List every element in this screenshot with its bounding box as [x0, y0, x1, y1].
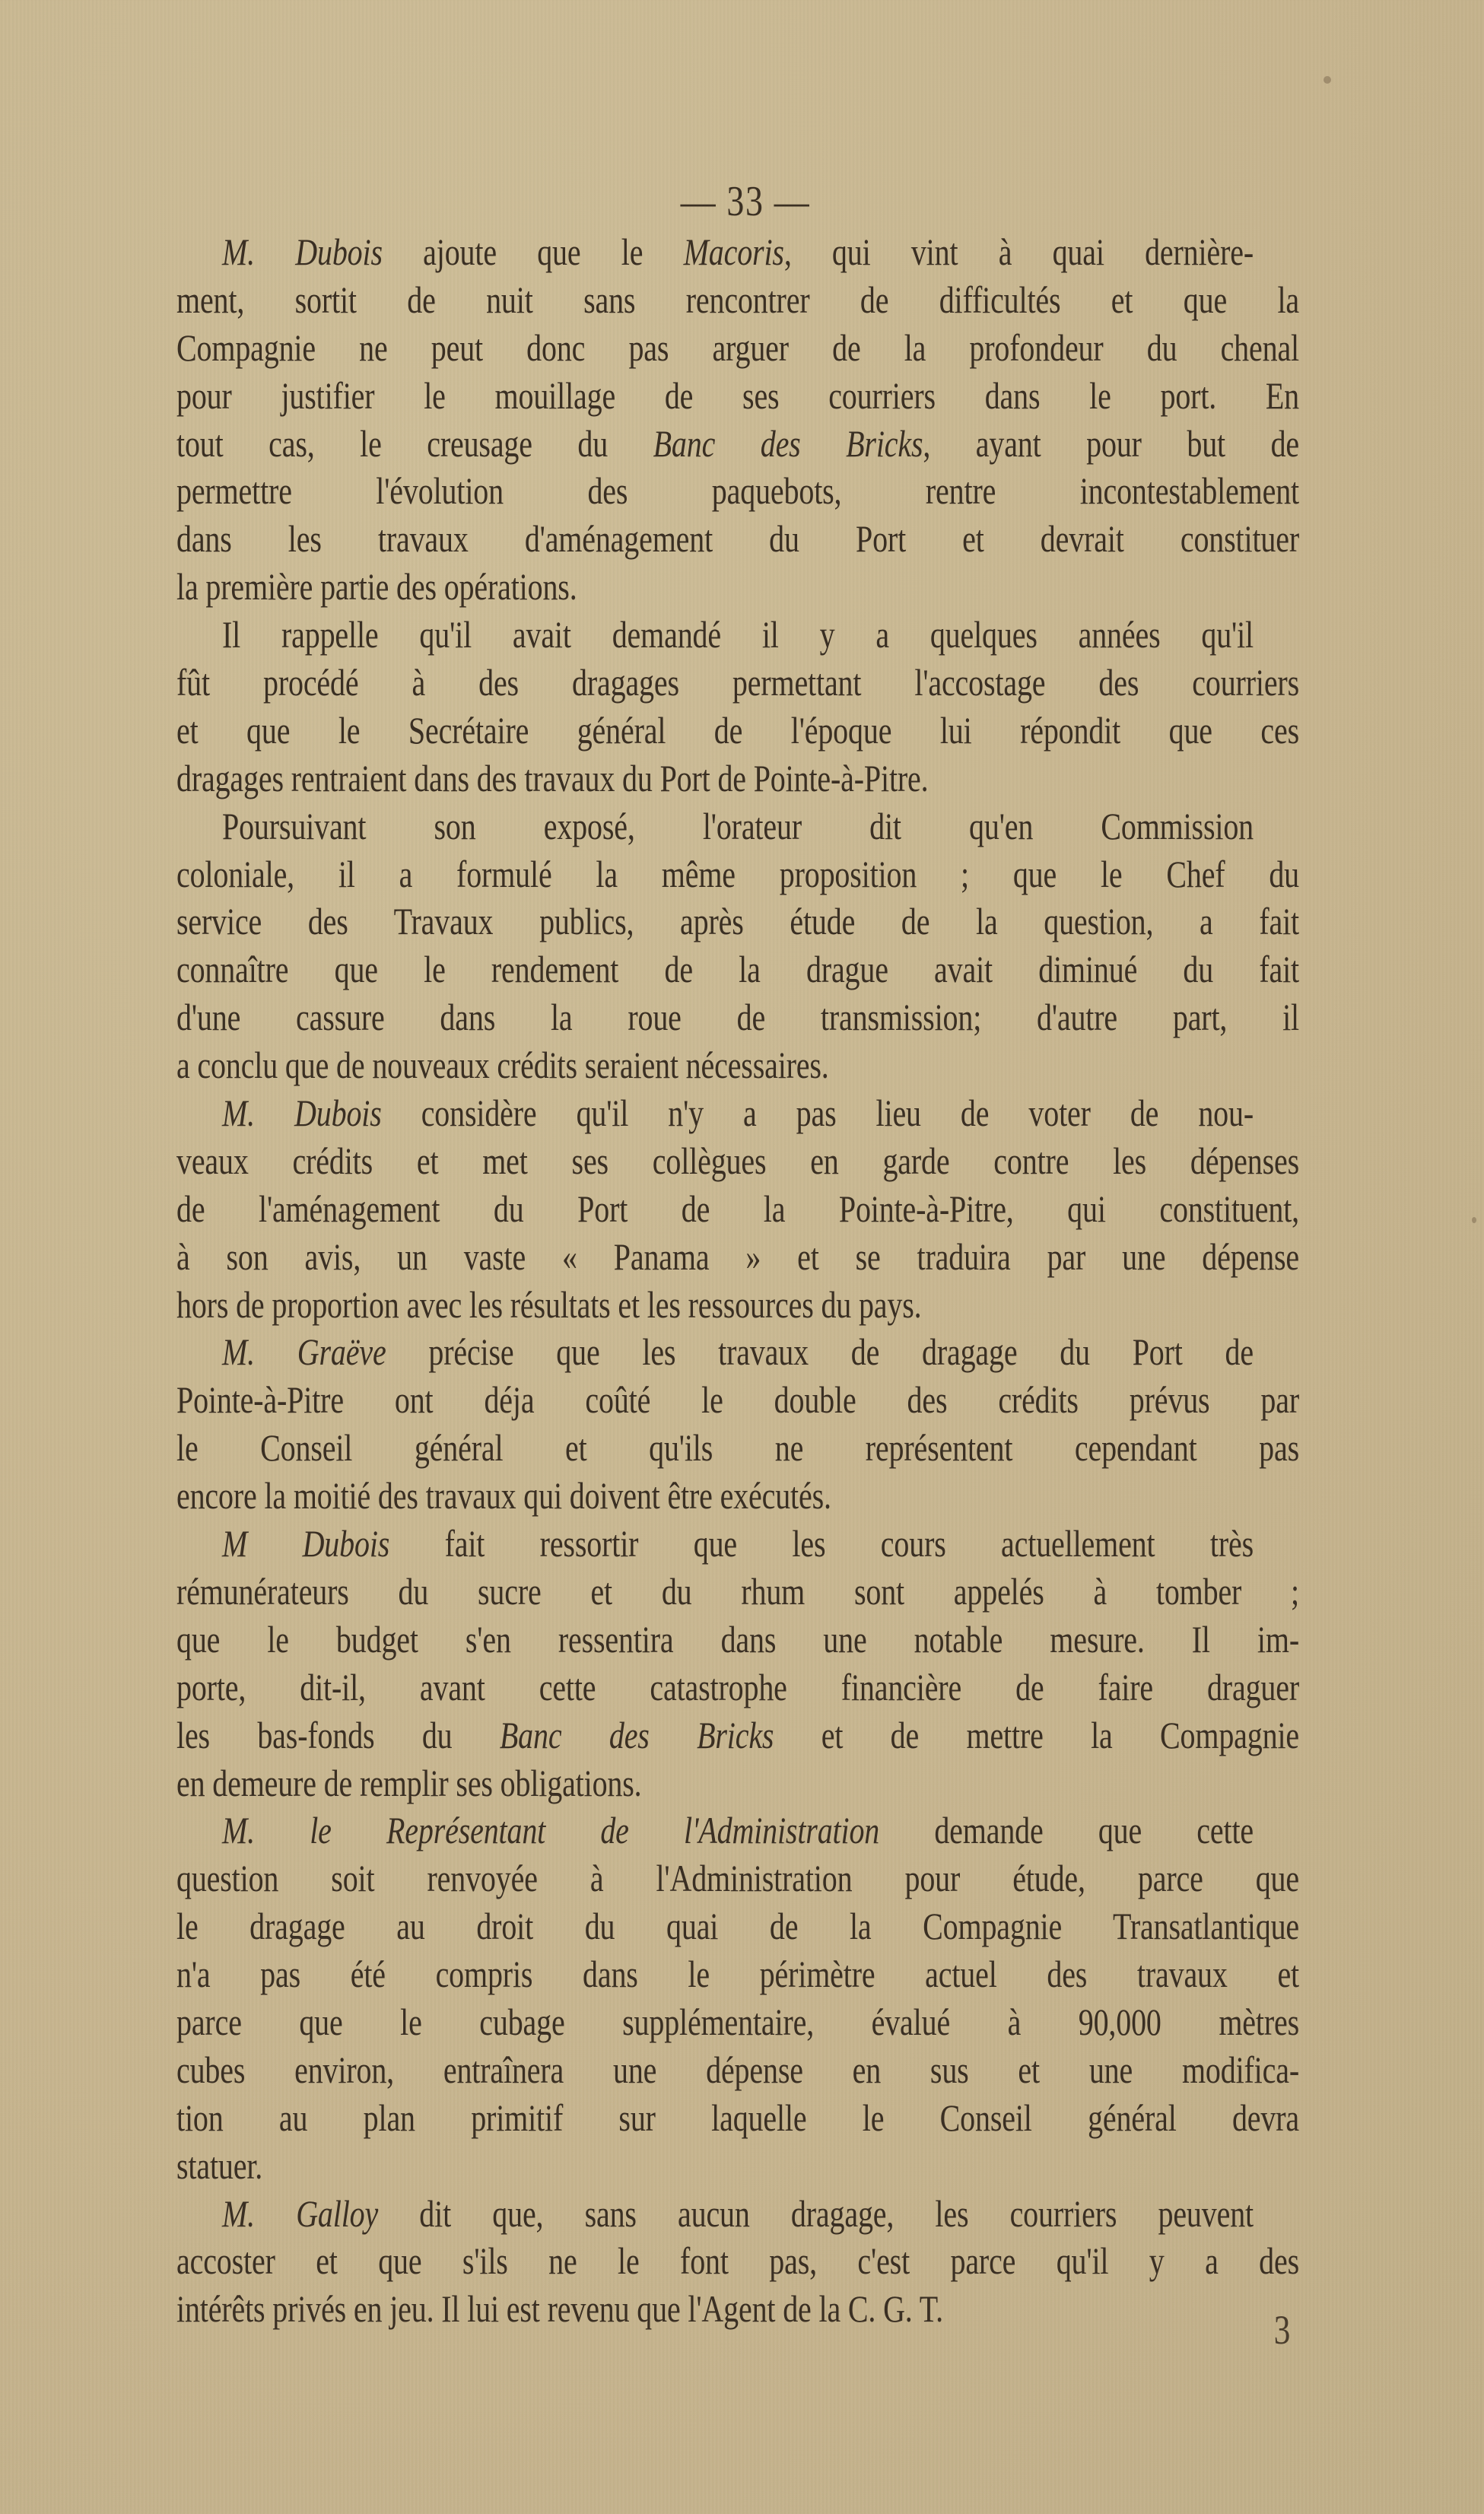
- text-line-content: [222, 803, 1254, 850]
- text-run: Pointe-à-Pitre ont déja coûté le double des crédits prévus par: [176, 1378, 1299, 1422]
- text-line: [176, 467, 1299, 515]
- text-line-content: [176, 420, 1299, 468]
- italic-name: M. Dubois: [222, 230, 383, 273]
- text-run: coloniale, il a formulé la même proposition ; que le Chef du: [176, 852, 1299, 895]
- italic-name: Banc des Bricks: [499, 1713, 774, 1756]
- paragraph: [176, 2190, 1299, 2334]
- text-line-content: [176, 2046, 1299, 2094]
- text-line: [176, 850, 1299, 898]
- text-run: veaux crédits et met ses collègues en garde contre les dépenses: [176, 1139, 1299, 1182]
- text-line: [176, 803, 1299, 850]
- text-run: pour justifier le mouillage de ses courriers dans le port. En: [176, 373, 1299, 417]
- text-run: service des Travaux publics, après étude de la question, a fait: [176, 900, 1299, 943]
- text-line-content: [176, 1376, 1299, 1424]
- text-run: ajoute que le: [382, 230, 684, 273]
- italic-name: Banc des Bricks: [653, 421, 923, 465]
- text-line-content: [176, 898, 1299, 946]
- text-line: [176, 515, 1299, 563]
- text-line-content: [176, 515, 1299, 563]
- text-line-content: [222, 1520, 1254, 1568]
- text-line-content: [176, 467, 1299, 515]
- text-line-content: [176, 1281, 1299, 1329]
- text-line: [176, 898, 1299, 946]
- text-run: question soit renvoyée à l'Administration pour étude, parce que: [176, 1857, 1299, 1900]
- text-line-content: [176, 993, 1299, 1041]
- italic-name: M. Galloy: [222, 2191, 379, 2235]
- text-run: fait ressortir que les cours actuellement très: [389, 1522, 1254, 1565]
- text-line: [176, 1041, 1299, 1089]
- text-line-content: [176, 324, 1299, 372]
- text-run: parce que le cubage supplémentaire, évalué à 90,000 mètres: [176, 2000, 1299, 2043]
- text-line-content: [176, 2094, 1299, 2142]
- text-line: [176, 1376, 1299, 1424]
- text-line-content: [176, 372, 1299, 420]
- italic-name: Macoris: [683, 230, 784, 273]
- text-line-content: [176, 563, 1299, 611]
- text-run: connaître que le rendement de la drague avait diminué du fait: [176, 948, 1299, 991]
- text-run: tion au plan primitif sur laquelle le Conseil général devra: [176, 2096, 1299, 2139]
- text-line-content: [176, 1759, 1299, 1807]
- text-line-content: [176, 1902, 1299, 1950]
- text-line-content: [176, 755, 1299, 803]
- paragraph: [176, 1520, 1299, 1807]
- text-run: fût procédé à des dragages permettant l'accostage des courriers: [176, 661, 1299, 704]
- text-line: [176, 1472, 1299, 1520]
- text-line-content: [176, 1998, 1299, 2046]
- text-line: [176, 946, 1299, 993]
- text-line-content: [222, 228, 1254, 276]
- text-line: [176, 2285, 1299, 2333]
- text-run: cubes environ, entraînera une dépense en sus et une modifica-: [176, 2048, 1299, 2091]
- text-run: le Conseil général et qu'ils ne représentent cependant pas: [176, 1426, 1299, 1470]
- text-run: et de mettre la Compagnie: [774, 1713, 1300, 1756]
- text-line-content: [176, 1950, 1299, 1998]
- text-run: hors de proportion avec les résultats et les ressources du pays.: [176, 1282, 922, 1326]
- text-run: la première partie des opérations.: [176, 565, 577, 609]
- text-line-content: [222, 1807, 1254, 1855]
- text-line: [176, 993, 1299, 1041]
- text-line: [176, 1807, 1299, 1855]
- text-line: [176, 2190, 1299, 2238]
- text-line-content: [176, 1233, 1299, 1281]
- italic-name: M. Dubois: [222, 1092, 382, 1135]
- paragraph: [176, 228, 1299, 611]
- text-run: les bas-fonds du: [176, 1713, 500, 1756]
- text-line: [176, 1089, 1299, 1137]
- text-line-content: [222, 611, 1254, 659]
- text-line: [176, 659, 1299, 707]
- text-line: [176, 1902, 1299, 1950]
- paragraph: [176, 1807, 1299, 2189]
- italic-name: M Dubois: [222, 1522, 390, 1565]
- text-line: [176, 1759, 1299, 1807]
- text-line: [176, 707, 1299, 755]
- text-run: demande que cette: [879, 1809, 1254, 1852]
- text-run: dans les travaux d'aménagement du Port et devrait constituer: [176, 517, 1299, 561]
- text-line: [176, 1424, 1299, 1472]
- text-run: et que le Secrétaire général de l'époque lui répondit que ces: [176, 708, 1299, 752]
- text-run: le dragage au droit du quai de la Compagnie Transatlantique: [176, 1905, 1299, 1948]
- text-run: Il rappelle qu'il avait demandé il y a quelques années qu'il: [222, 613, 1254, 656]
- text-line-content: [176, 1472, 1299, 1520]
- text-run: dragages rentraient dans des travaux du Port de Pointe-à-Pitre.: [176, 756, 929, 799]
- text-run: dit que, sans aucun dragage, les courriers peuvent: [378, 2191, 1254, 2235]
- text-line-content: [176, 1616, 1299, 1664]
- text-run: à son avis, un vaste « Panama » et se traduira par une dépense: [176, 1235, 1299, 1278]
- text-line-content: [222, 1328, 1254, 1376]
- paragraph: [176, 1089, 1299, 1328]
- text-line: [176, 2142, 1299, 2190]
- text-line-content: [176, 707, 1299, 755]
- text-run: que le budget s'en ressentira dans une notable mesure. Il im-: [176, 1617, 1299, 1661]
- text-line: [176, 1998, 1299, 2046]
- italic-name: M. Graëve: [222, 1330, 386, 1374]
- signature-mark: 3: [1273, 2307, 1291, 2353]
- text-line: [176, 1328, 1299, 1376]
- text-line-content: [176, 2237, 1299, 2285]
- document-page: [176, 175, 1299, 2333]
- text-run: statuer.: [176, 2144, 263, 2187]
- text-line-content: [176, 850, 1299, 898]
- text-run: précise que les travaux de dragage du Port de: [386, 1330, 1254, 1374]
- text-line: [176, 755, 1299, 803]
- paragraph: [176, 1328, 1299, 1520]
- body-text: [176, 228, 1299, 2333]
- text-line: [176, 1281, 1299, 1329]
- text-line-content: [176, 1711, 1299, 1759]
- text-run: , ayant pour but de: [923, 421, 1299, 465]
- text-run: n'a pas été compris dans le périmètre actuel des travaux et: [176, 1953, 1299, 1996]
- paragraph: [176, 611, 1299, 803]
- text-run: d'une cassure dans la roue de transmission; d'autre part, il: [176, 996, 1299, 1039]
- italic-name: M. le Représentant de l'Administration: [222, 1809, 880, 1852]
- text-line: [176, 563, 1299, 611]
- text-line-content: [176, 1137, 1299, 1185]
- text-run: accoster et que s'ils ne le font pas, c'est parce qu'il y a des: [176, 2239, 1299, 2283]
- text-line: [176, 611, 1299, 659]
- text-line: [176, 1233, 1299, 1281]
- text-line: [176, 1664, 1299, 1711]
- text-run: permettre l'évolution des paquebots, rentre incontestablement: [176, 469, 1299, 513]
- text-run: rémunérateurs du sucre et du rhum sont appelés à tomber ;: [176, 1569, 1299, 1613]
- text-line-content: [176, 2285, 1299, 2333]
- text-line: [176, 228, 1299, 276]
- text-line-content: [176, 1855, 1299, 1902]
- text-line-content: [176, 1424, 1299, 1472]
- text-line-content: [222, 2190, 1254, 2238]
- text-run: tout cas, le creusage du: [176, 421, 653, 465]
- text-line-content: [176, 2142, 1299, 2190]
- text-line-content: [176, 1664, 1299, 1711]
- text-line-content: [176, 1185, 1299, 1233]
- text-line-content: [176, 1041, 1299, 1089]
- text-line: [176, 276, 1299, 324]
- paper-stain: [1324, 76, 1331, 84]
- text-line: [176, 1616, 1299, 1664]
- text-line-content: [222, 1089, 1254, 1137]
- page-number: — 33 —: [680, 178, 811, 225]
- text-run: encore la moitié des travaux qui doivent être exécutés.: [176, 1474, 831, 1518]
- text-run: a conclu que de nouveaux crédits seraient nécessaires.: [176, 1044, 829, 1087]
- text-run: ment, sortit de nuit sans rencontrer de difficultés et que la: [176, 278, 1299, 321]
- text-line: [176, 2046, 1299, 2094]
- text-line: [176, 2237, 1299, 2285]
- text-line: [176, 1711, 1299, 1759]
- paper-stain: [1472, 1217, 1476, 1223]
- text-line: [176, 1855, 1299, 1902]
- text-run: Poursuivant son exposé, l'orateur dit qu'en Commission: [222, 804, 1254, 847]
- text-run: Compagnie ne peut donc pas arguer de la profondeur du chenal: [176, 326, 1299, 369]
- text-run: en demeure de remplir ses obligations.: [176, 1761, 642, 1804]
- text-line-content: [176, 946, 1299, 993]
- text-line-content: [176, 1568, 1299, 1616]
- text-line: [176, 2094, 1299, 2142]
- text-line-content: [176, 276, 1299, 324]
- text-line: [176, 1137, 1299, 1185]
- text-line: [176, 420, 1299, 468]
- text-line: [176, 372, 1299, 420]
- text-run: de l'aménagement du Port de la Pointe-à-Pitre, qui constituent,: [176, 1187, 1299, 1230]
- text-run: intérêts privés en jeu. Il lui est revenu que l'Agent de la C. G. T.: [176, 2287, 943, 2331]
- text-line-content: [176, 659, 1299, 707]
- text-run: porte, dit-il, avant cette catastrophe financière de faire draguer: [176, 1665, 1299, 1708]
- text-line: [176, 1185, 1299, 1233]
- text-line: [176, 324, 1299, 372]
- text-line: [176, 1568, 1299, 1616]
- text-line: [176, 1950, 1299, 1998]
- text-run: considère qu'il n'y a pas lieu de voter de nou-: [381, 1092, 1254, 1135]
- text-run: , qui vint à quai dernière-: [783, 230, 1254, 273]
- paragraph: [176, 803, 1299, 1089]
- text-line: [176, 1520, 1299, 1568]
